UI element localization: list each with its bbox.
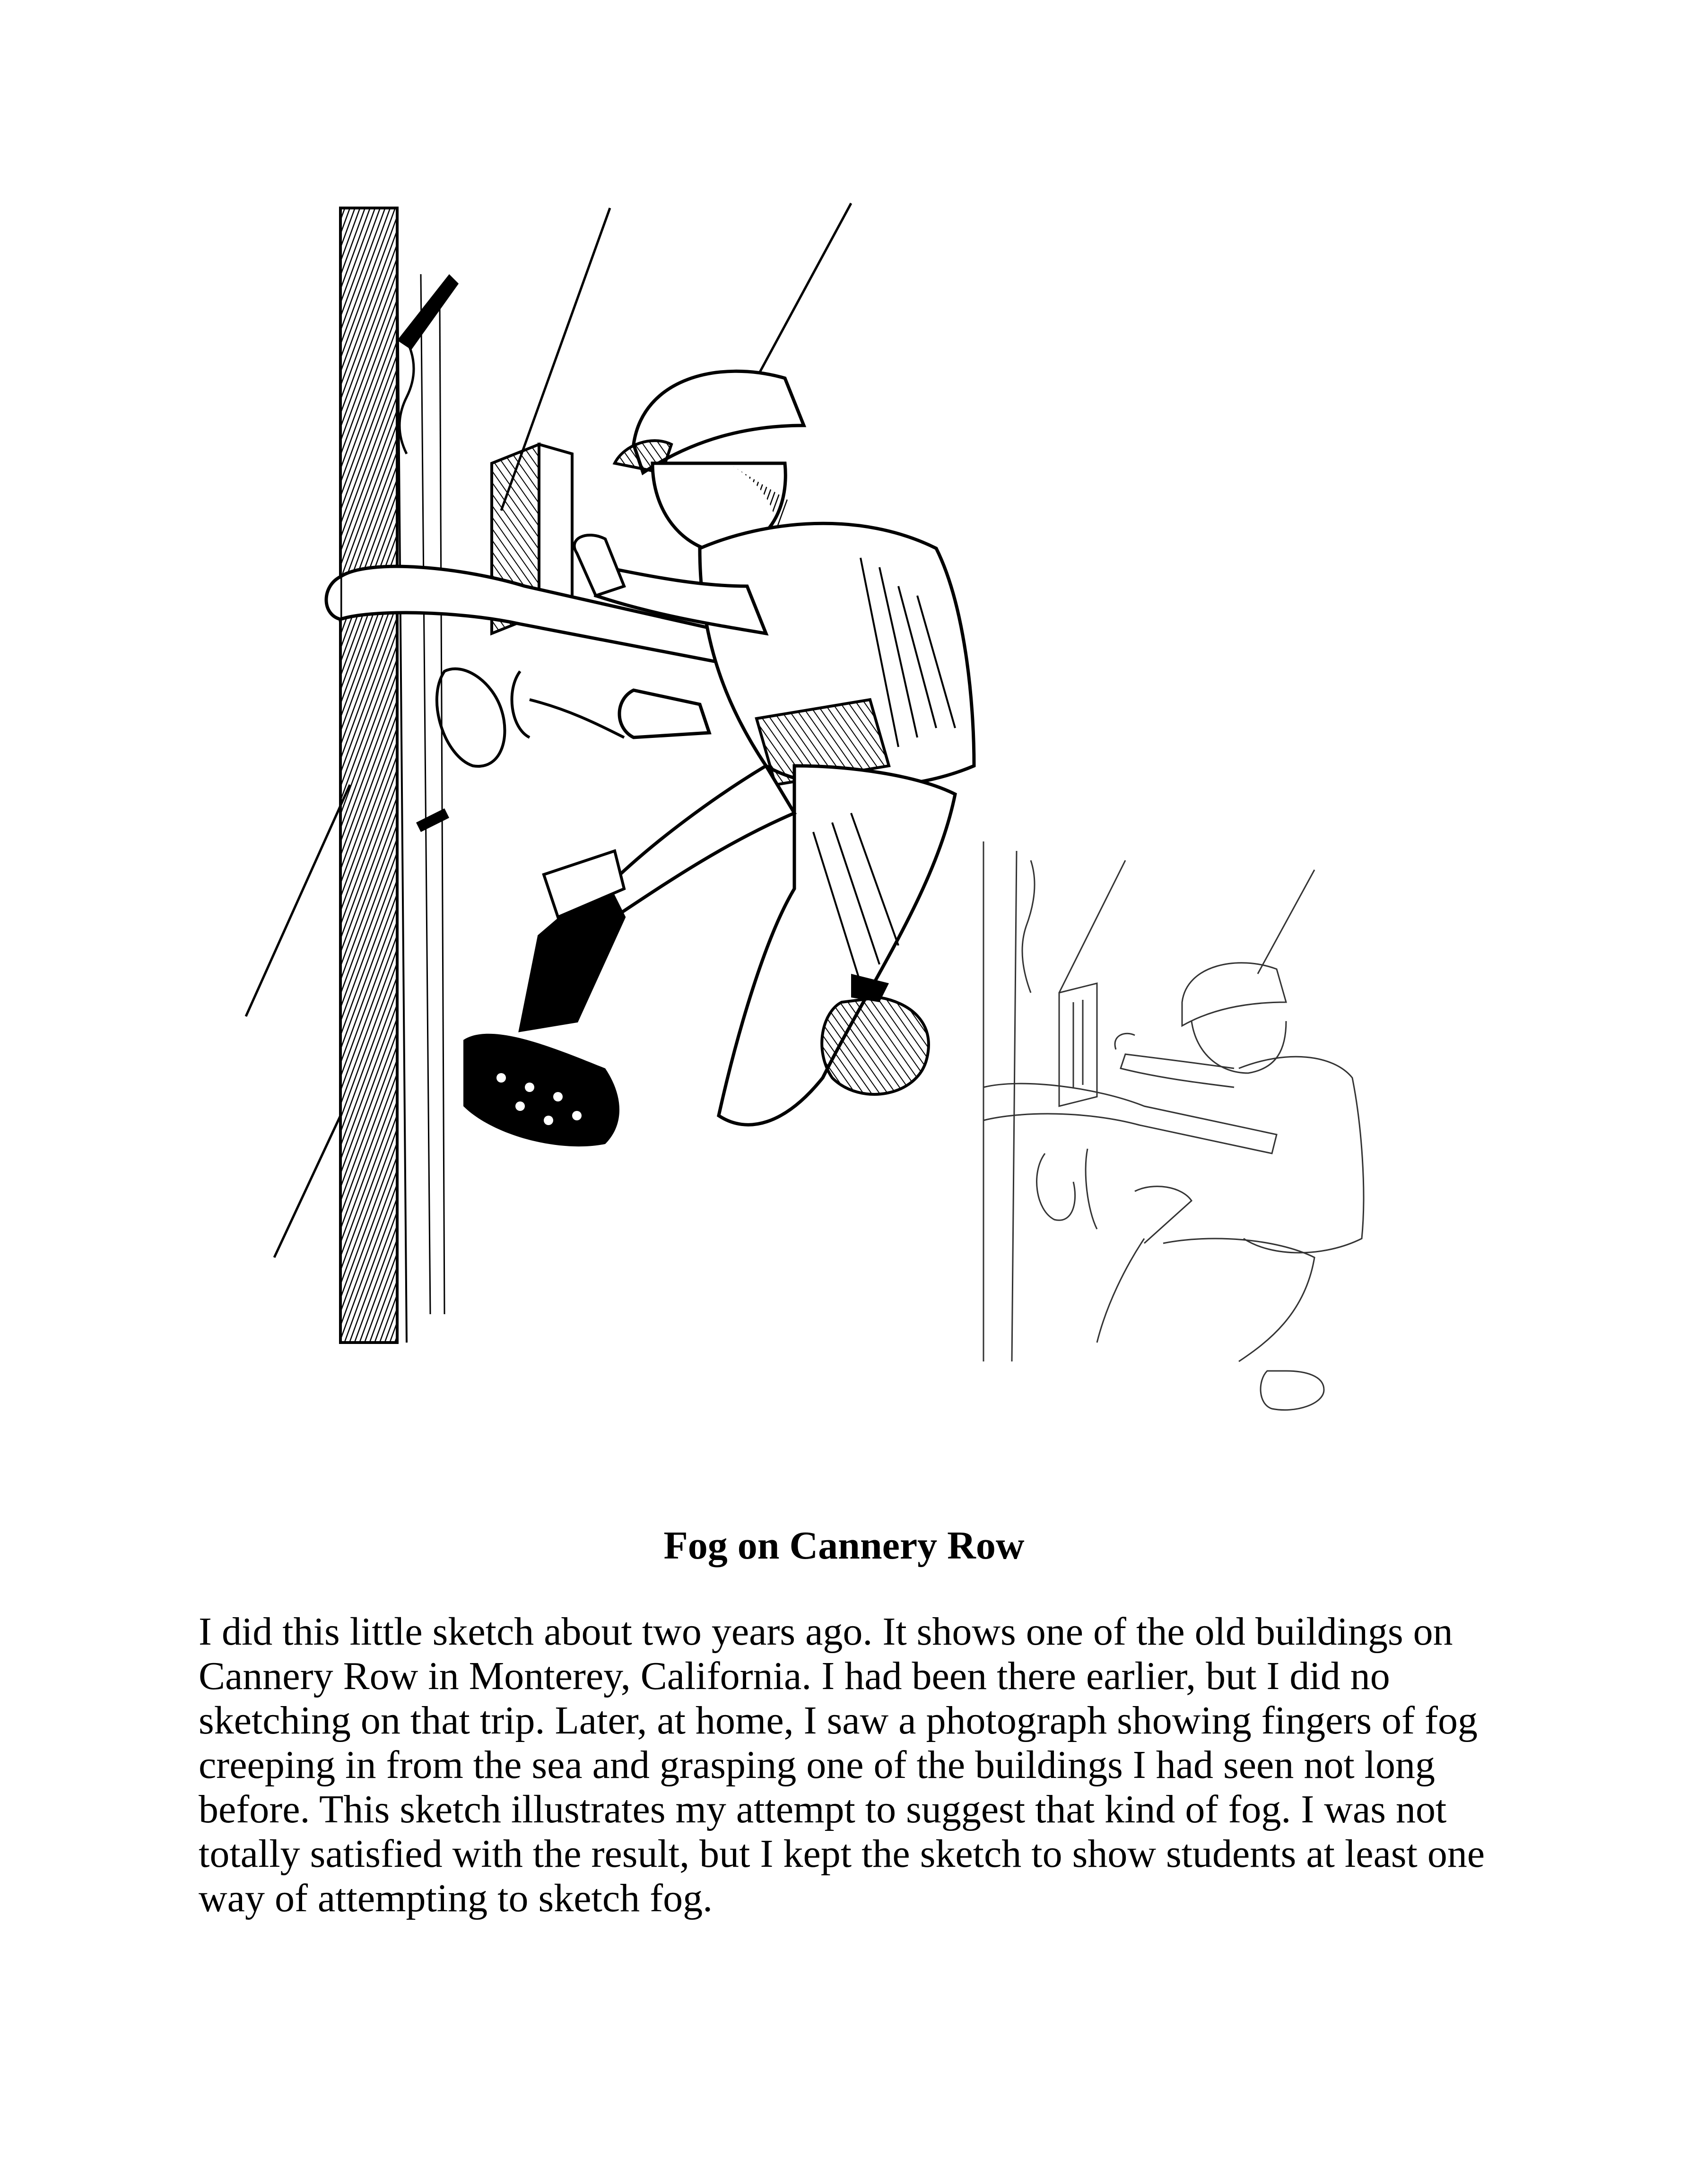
faded-lineman-sketch xyxy=(983,841,1364,1410)
body-paragraph: I did this little sketch about two years ago. It shows one of the old buildings on Cannery Row in Monterey, California. I had been there earlier, but I did no sketching on that trip. Later, at home, I saw a photograph showing fingers of fog creeping in from the sea and grasping one of the buildings I had seen not long before. This sketch illustrates my attempt to suggest that kind of fog. I was not totally satisfied with the result, but I kept the sketch to show students at least one way of attempting to sketch fog. xyxy=(199,1610,1485,1920)
utility-pole xyxy=(340,208,459,1343)
illustration-svg xyxy=(199,180,1475,1437)
document-title: Fog on Cannery Row xyxy=(663,1524,1025,1568)
pen-and-ink-illustration xyxy=(199,180,1475,1437)
